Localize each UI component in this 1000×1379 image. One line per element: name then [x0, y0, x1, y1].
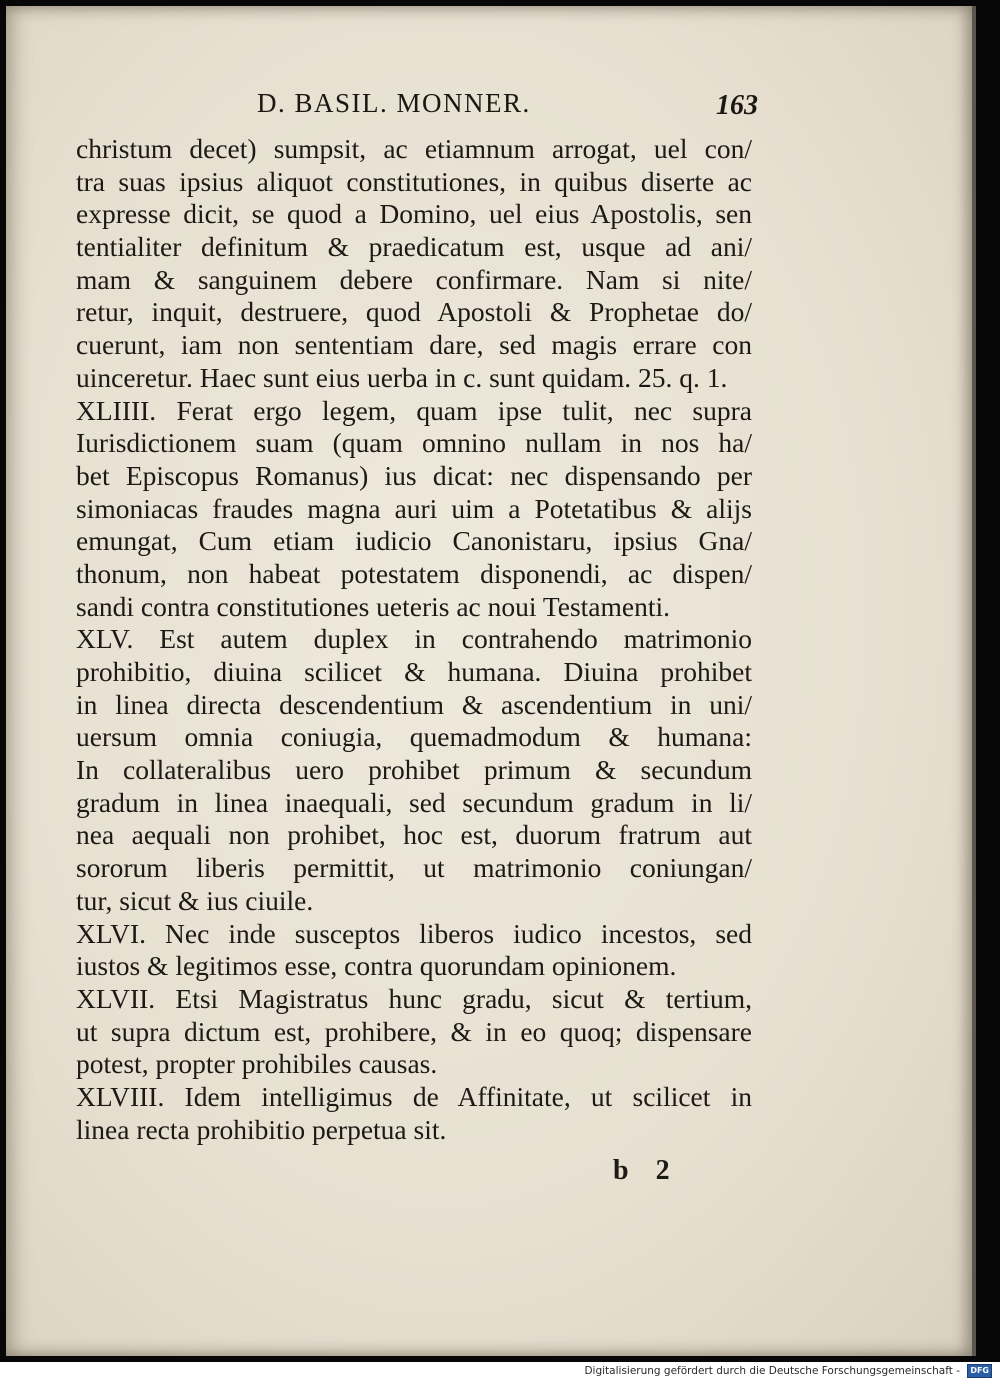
text-line: tur, sicut & ius ciuile.: [76, 884, 314, 916]
credit-text: Digitalisierung gefördert durch die Deutsche Forschungsgemeinschaft -: [584, 1365, 960, 1377]
text-line: gradum in linea inaequali, sed secundum gradum in li/: [76, 786, 752, 818]
running-head: [0, 88, 1000, 128]
signature-mark: b 2: [613, 1155, 680, 1186]
text-line: sororum liberis permittit, ut matrimonio coniungan/: [76, 852, 752, 884]
text-line: sandi contra constitutiones ueteris ac noui Testamenti.: [76, 590, 671, 622]
text-line: uinceretur. Haec sunt eius uerba in c. sunt quidam. 25. q. 1.: [76, 361, 728, 393]
text-line: XLVIII. Idem intelligimus de Affinitate, ut scilicet in: [76, 1080, 752, 1112]
text-line: XLVII. Etsi Magistratus hunc gradu, sicut & tertium,: [76, 982, 752, 1014]
text-line: nea aequali non prohibet, hoc est, duorum fratrum aut: [76, 819, 752, 851]
text-line: christum decet) sumpsit, ac etiamnum arrogat, uel con/: [76, 133, 752, 164]
text-line: linea recta prohibitio perpetua sit.: [76, 1113, 447, 1145]
text-line: mam & sanguinem debere confirmare. Nam si nite/: [76, 263, 752, 295]
text-line: simoniacas fraudes magna auri uim a Potetatibus & alijs: [76, 492, 752, 524]
text-line: retur, inquit, destruere, quod Apostoli & Prophetae do/: [76, 296, 752, 328]
text-line: emungat, Cum etiam iudicio Canonistaru, ipsius Gna/: [76, 525, 752, 557]
text-line: Iurisdictionem suam (quam omnino nullam in nos ha/: [76, 427, 752, 459]
text-line: prohibitio, diuina scilicet & humana. Diuina prohibet: [76, 656, 752, 687]
page-edge: [972, 6, 976, 1356]
folio-number: 163: [716, 90, 758, 121]
text-line: In collateralibus uero prohibet primum & secundum: [76, 754, 752, 786]
text-line: cuerunt, iam non sententiam dare, sed magis errare con: [76, 329, 752, 361]
digitization-credit: [584, 1363, 992, 1379]
text-line: thonum, non habeat potestatem disponendi, ac dispen/: [76, 557, 752, 589]
text-line: XLIIII. Ferat ergo legem, quam ipse tulit, nec supra: [76, 394, 752, 426]
text-line: expresse dicit, se quod a Domino, uel eius Apostolis, sen: [76, 198, 752, 230]
dfg-logo: DFG: [967, 1364, 992, 1378]
text-line: uersum omnia coniugia, quemadmodum & humana:: [76, 721, 752, 753]
running-title: D. BASIL. MONNER.: [257, 88, 531, 118]
text-line: ut supra dictum est, prohibere, & in eo quoq; dispensare: [76, 1015, 752, 1047]
text-line: tra suas ipsius aliquot constitutiones, in quibus diserte ac: [76, 165, 752, 197]
text-line: iustos & legitimos esse, contra quorundam opinionem.: [76, 950, 677, 982]
text-line: XLVI. Nec inde susceptos liberos iudico incestos, sed: [76, 917, 752, 949]
text-line: XLV. Est autem duplex in contrahendo matrimonio: [76, 623, 752, 655]
text-line: bet Episcopus Romanus) ius dicat: nec dispensando per: [76, 459, 752, 491]
body-text: [76, 133, 752, 1146]
text-line: tentialiter definitum & praedicatum est, usque ad ani/: [76, 231, 752, 263]
text-line: in linea directa descendentium & ascendentium in uni/: [76, 688, 752, 720]
text-line: potest, propter prohibiles causas.: [76, 1048, 438, 1080]
